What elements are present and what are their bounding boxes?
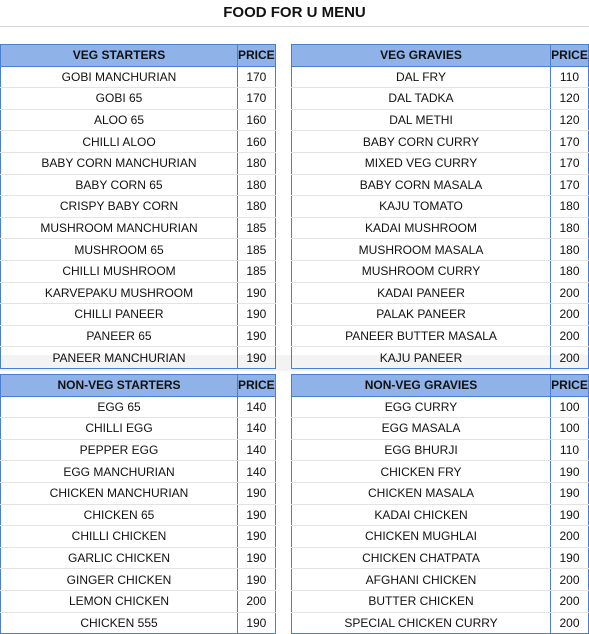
item-price: 140 — [238, 396, 276, 418]
item-price: 140 — [238, 461, 276, 483]
table-row — [1, 239, 276, 261]
item-name: CHICKEN 555 — [1, 612, 238, 634]
table-row — [292, 590, 589, 612]
table-row — [292, 347, 589, 369]
item-name: KADAI CHICKEN — [292, 504, 551, 526]
item-name: CHICKEN MANCHURIAN — [1, 482, 238, 504]
header-row — [1, 375, 276, 397]
item-name: CHILLI ALOO — [1, 131, 238, 153]
item-price: 190 — [238, 304, 276, 326]
item-name: MUSHROOM CURRY — [292, 260, 551, 282]
item-name: CHICKEN MASALA — [292, 482, 551, 504]
item-name: PANEER 65 — [1, 325, 238, 347]
item-price: 110 — [551, 66, 589, 88]
item-price: 190 — [238, 347, 276, 369]
item-name: BABY CORN CURRY — [292, 131, 551, 153]
price-header: PRICE — [551, 375, 589, 397]
veg-gravies-table — [291, 44, 589, 369]
table-row — [292, 239, 589, 261]
item-name: GOBI MANCHURIAN — [1, 66, 238, 88]
item-name: GINGER CHICKEN — [1, 569, 238, 591]
table-row — [292, 547, 589, 569]
item-price: 190 — [238, 482, 276, 504]
item-name: CRISPY BABY CORN — [1, 196, 238, 218]
item-price: 140 — [238, 439, 276, 461]
table-row — [1, 526, 276, 548]
table-row — [292, 88, 589, 110]
item-price: 190 — [551, 461, 589, 483]
item-name: CHILLI MUSHROOM — [1, 260, 238, 282]
table-row — [292, 504, 589, 526]
table-row — [1, 325, 276, 347]
table-row — [1, 461, 276, 483]
item-price: 120 — [551, 109, 589, 131]
item-price: 200 — [551, 526, 589, 548]
item-name: PEPPER EGG — [1, 439, 238, 461]
table-row — [292, 260, 589, 282]
item-name: MUSHROOM MANCHURIAN — [1, 217, 238, 239]
table-row — [292, 325, 589, 347]
item-name: SPECIAL CHICKEN CURRY — [292, 612, 551, 634]
item-price: 180 — [238, 174, 276, 196]
item-price: 170 — [238, 88, 276, 110]
item-price: 180 — [551, 260, 589, 282]
table-row — [1, 482, 276, 504]
item-name: CHICKEN CHATPATA — [292, 547, 551, 569]
table-row — [1, 612, 276, 634]
veg-gravies-grid — [291, 44, 589, 369]
veg-starters-table — [0, 44, 276, 369]
item-price: 200 — [551, 282, 589, 304]
item-price: 190 — [238, 504, 276, 526]
table-row — [1, 590, 276, 612]
item-price: 180 — [551, 196, 589, 218]
item-price: 180 — [238, 152, 276, 174]
item-name: EGG 65 — [1, 396, 238, 418]
item-price: 200 — [551, 304, 589, 326]
item-price: 190 — [238, 612, 276, 634]
item-name: ALOO 65 — [1, 109, 238, 131]
item-price: 170 — [551, 174, 589, 196]
item-name: KARVEPAKU MUSHROOM — [1, 282, 238, 304]
item-name: CHICKEN FRY — [292, 461, 551, 483]
item-name: DAL METHI — [292, 109, 551, 131]
table-row — [1, 282, 276, 304]
table-row — [1, 152, 276, 174]
item-price: 170 — [551, 152, 589, 174]
item-price: 100 — [551, 396, 589, 418]
item-price: 190 — [238, 282, 276, 304]
table-row — [1, 109, 276, 131]
item-name: MIXED VEG CURRY — [292, 152, 551, 174]
table-row — [1, 217, 276, 239]
item-name: EGG CURRY — [292, 396, 551, 418]
table-row — [292, 418, 589, 440]
non-veg-gravies-grid — [291, 374, 589, 634]
item-name: EGG MASALA — [292, 418, 551, 440]
non-veg-starters-table — [0, 374, 276, 634]
item-name: KAJU PANEER — [292, 347, 551, 369]
item-name: GARLIC CHICKEN — [1, 547, 238, 569]
table-row — [1, 347, 276, 369]
item-price: 180 — [551, 217, 589, 239]
veg-starters-grid — [0, 44, 276, 369]
item-price: 190 — [238, 526, 276, 548]
item-name: PANEER BUTTER MASALA — [292, 325, 551, 347]
item-price: 185 — [238, 239, 276, 261]
item-price: 185 — [238, 260, 276, 282]
non-veg-starters-grid — [0, 374, 276, 634]
item-price: 200 — [551, 590, 589, 612]
item-name: KAJU TOMATO — [292, 196, 551, 218]
item-name: BABY CORN MASALA — [292, 174, 551, 196]
item-name: DAL FRY — [292, 66, 551, 88]
menu-title: FOOD FOR U MENU — [0, 0, 589, 27]
item-name: KADAI PANEER — [292, 282, 551, 304]
item-price: 190 — [551, 482, 589, 504]
item-name: CHILLI PANEER — [1, 304, 238, 326]
item-price: 190 — [238, 569, 276, 591]
table-row — [292, 152, 589, 174]
item-price: 180 — [551, 239, 589, 261]
item-price: 200 — [551, 612, 589, 634]
item-price: 120 — [551, 88, 589, 110]
table-row — [1, 88, 276, 110]
table-row — [292, 569, 589, 591]
price-header: PRICE — [551, 45, 589, 67]
item-name: EGG MANCHURIAN — [1, 461, 238, 483]
item-price: 160 — [238, 131, 276, 153]
table-row — [1, 196, 276, 218]
item-price: 140 — [238, 418, 276, 440]
table-row — [292, 66, 589, 88]
item-price: 200 — [551, 569, 589, 591]
table-row — [1, 569, 276, 591]
table-row — [292, 109, 589, 131]
item-price: 190 — [238, 547, 276, 569]
table-row — [1, 547, 276, 569]
item-name: KADAI MUSHROOM — [292, 217, 551, 239]
table-row — [292, 304, 589, 326]
item-price: 200 — [238, 590, 276, 612]
section-header: NON-VEG STARTERS — [1, 375, 238, 397]
item-price: 190 — [551, 504, 589, 526]
item-name: CHICKEN MUGHLAI — [292, 526, 551, 548]
item-price: 110 — [551, 439, 589, 461]
item-name: DAL TADKA — [292, 88, 551, 110]
table-row — [292, 174, 589, 196]
table-row — [292, 217, 589, 239]
table-row — [292, 196, 589, 218]
table-row — [1, 260, 276, 282]
table-row — [292, 131, 589, 153]
section-header: VEG STARTERS — [1, 45, 238, 67]
table-row — [292, 439, 589, 461]
item-price: 170 — [238, 66, 276, 88]
item-name: BABY CORN MANCHURIAN — [1, 152, 238, 174]
item-price: 190 — [551, 547, 589, 569]
item-name: PANEER MANCHURIAN — [1, 347, 238, 369]
section-header: VEG GRAVIES — [292, 45, 551, 67]
header-row — [292, 375, 589, 397]
table-row — [1, 66, 276, 88]
item-price: 170 — [551, 131, 589, 153]
header-row — [1, 45, 276, 67]
table-row — [292, 526, 589, 548]
item-name: AFGHANI CHICKEN — [292, 569, 551, 591]
table-row — [292, 396, 589, 418]
item-price: 180 — [238, 196, 276, 218]
table-row — [292, 282, 589, 304]
item-price: 100 — [551, 418, 589, 440]
item-name: CHILLI EGG — [1, 418, 238, 440]
non-veg-gravies-table — [291, 374, 589, 634]
item-name: LEMON CHICKEN — [1, 590, 238, 612]
item-price: 200 — [551, 325, 589, 347]
item-price: 200 — [551, 347, 589, 369]
header-row — [292, 45, 589, 67]
section-header: NON-VEG GRAVIES — [292, 375, 551, 397]
table-row — [1, 418, 276, 440]
item-name: GOBI 65 — [1, 88, 238, 110]
table-row — [1, 396, 276, 418]
item-price: 190 — [238, 325, 276, 347]
price-header: PRICE — [238, 45, 276, 67]
item-name: MUSHROOM MASALA — [292, 239, 551, 261]
table-row — [1, 504, 276, 526]
item-price: 185 — [238, 217, 276, 239]
item-name: BUTTER CHICKEN — [292, 590, 551, 612]
table-row — [1, 131, 276, 153]
table-row — [1, 439, 276, 461]
item-name: CHICKEN 65 — [1, 504, 238, 526]
item-name: BABY CORN 65 — [1, 174, 238, 196]
item-name: MUSHROOM 65 — [1, 239, 238, 261]
table-row — [1, 174, 276, 196]
table-row — [292, 612, 589, 634]
item-price: 160 — [238, 109, 276, 131]
item-name: PALAK PANEER — [292, 304, 551, 326]
table-row — [1, 304, 276, 326]
price-header: PRICE — [238, 375, 276, 397]
table-row — [292, 461, 589, 483]
table-row — [292, 482, 589, 504]
item-name: CHILLI CHICKEN — [1, 526, 238, 548]
item-name: EGG BHURJI — [292, 439, 551, 461]
